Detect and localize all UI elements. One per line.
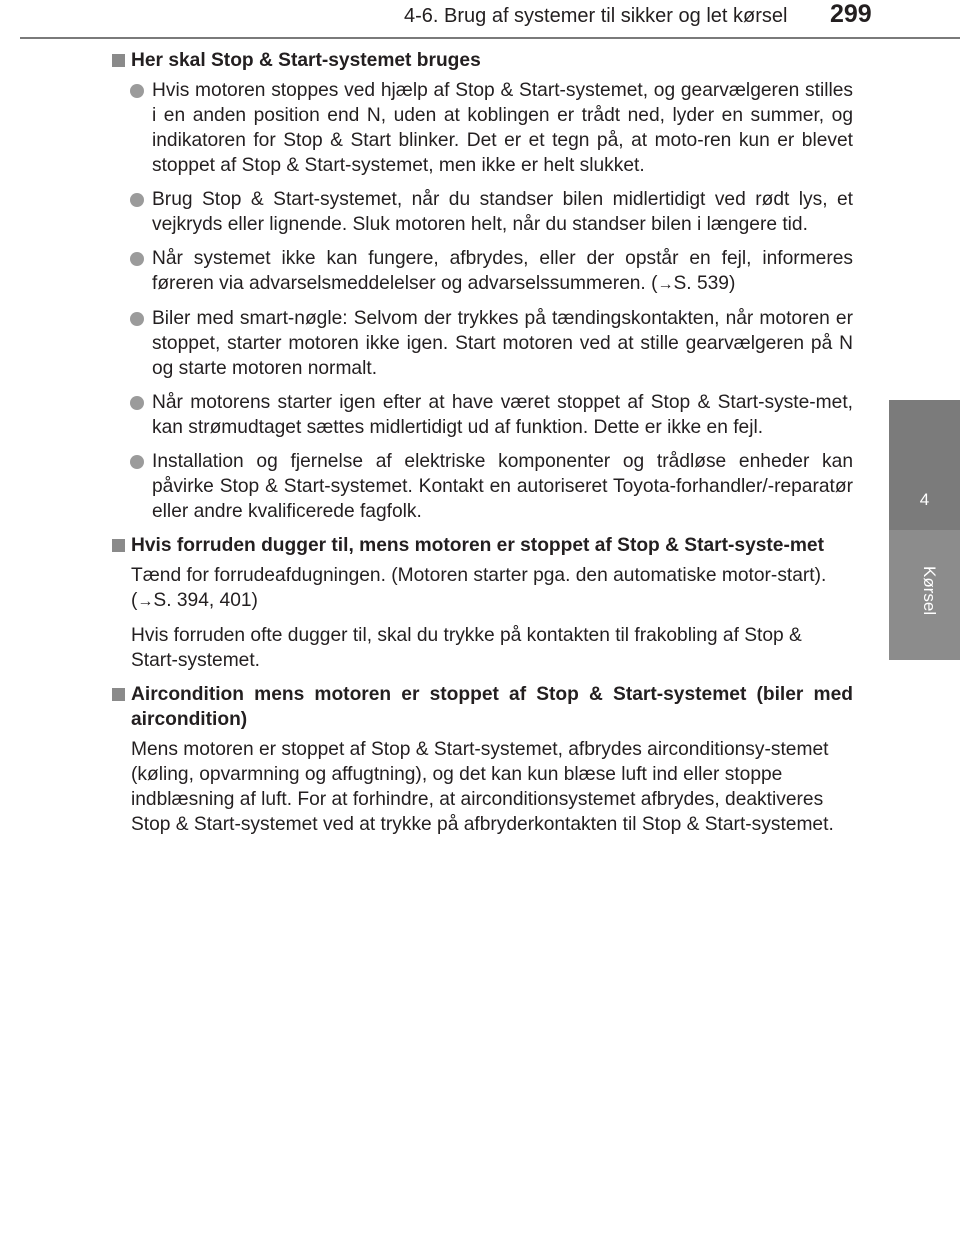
list-item [110,390,853,440]
bullet-text: Brug Stop & Start-systemet, når du standser bilen midlertidigt ved rødt lys, et vejkryds eller lignende. Sluk motoren helt, når du standser bilen i længere tid. [152,189,853,235]
header-divider [20,37,960,39]
square-bullet-icon [112,539,125,552]
paragraph-text: Tænd for forrudeafdugningen. (Motoren starter pga. den automatiske motor-start). ( [131,565,827,611]
paragraph [110,623,853,673]
arrow-right-icon: → [137,593,154,610]
paragraph-text: Hvis forruden ofte dugger til, skal du trykke på kontakten til frakobling af Stop & Start-systemet. [131,625,802,671]
paragraph [110,563,853,614]
chapter-tab [889,400,960,660]
heading-text: Her skal Stop & Start-systemet bruges [131,50,481,71]
bullet-text: Når motorens starter igen efter at have været stoppet af Stop & Start-syste-met, kan strømudtaget sættes midlertidigt ud af funktion. Dette er ikke en fejl. [152,392,853,438]
circle-bullet-icon [130,193,144,207]
list-item [110,78,853,178]
arrow-right-icon: → [657,276,674,293]
list-item [110,449,853,524]
circle-bullet-icon [130,396,144,410]
paragraph-text: Mens motoren er stoppet af Stop & Start-systemet, afbrydes airconditionsy-stemet (køling, opvarmning og affugtning), og det kan kun blæse luft ind eller stoppe indblæsning af luft. For at forhindre, at airconditionsystemet afbrydes, deaktiveres Stop & Start-systemet ved at trykke på afbryderkontakten til Stop & Start-systemet. [131,739,834,835]
square-bullet-icon [112,688,125,701]
heading-text: Aircondition mens motoren er stoppet af Stop & Start-systemet (biler med aircondition) [131,684,853,730]
section-title: 4-6. Brug af systemer til sikker og let kørsel [404,5,788,27]
page-reference-link[interactable]: S. 394, 401) [153,590,258,611]
circle-bullet-icon [130,455,144,469]
section-heading-windshield-fog [110,533,853,558]
bullet-text: Når systemet ikke kan fungere, afbrydes, eller der opstår en fejl, informeres føreren via advarselsmeddelelser og advarselssummeren. ( [152,248,853,294]
circle-bullet-icon [130,84,144,98]
chapter-name: Kørsel [920,566,939,616]
section-heading-air-conditioning [110,682,853,732]
bullet-text: Hvis motoren stoppes ved hjælp af Stop & Start-systemet, og gearvælgeren stilles i en anden position end N, uden at koblingen er trådt ned, lyder en summer, og indikatoren for Stop & Start blinker. Det er et tegn på, at moto-ren kun er blevet stoppet af Stop & Start-systemet, men ikke er helt slukket. [152,80,853,176]
chapter-tab-top-block [889,400,960,530]
section-heading-when-to-use [110,48,853,73]
chapter-number: 4 [919,490,930,509]
page-number: 299 [830,0,872,28]
page-reference-link[interactable]: S. 539) [673,273,736,294]
list-item [110,187,853,237]
circle-bullet-icon [130,252,144,266]
list-item [110,246,853,297]
paragraph [110,737,853,837]
main-content [110,48,853,846]
heading-text: Hvis forruden dugger til, mens motoren er stoppet af Stop & Start-syste-met [131,535,824,556]
bullet-text: Installation og fjernelse af elektriske komponenter og trådløse enheder kan påvirke Stop & Start-systemet. Kontakt en autoriseret Toyota-forhandler/-reparatør eller andre kvalificerede fagfolk. [152,451,853,522]
circle-bullet-icon [130,312,144,326]
list-item [110,306,853,381]
square-bullet-icon [112,54,125,67]
bullet-text: Biler med smart-nøgle: Selvom der trykkes på tændingskontakten, når motoren er stoppet, starter motoren ikke igen. Start motoren ved at stille gearvælgeren på N og starte motoren normalt. [152,308,853,379]
